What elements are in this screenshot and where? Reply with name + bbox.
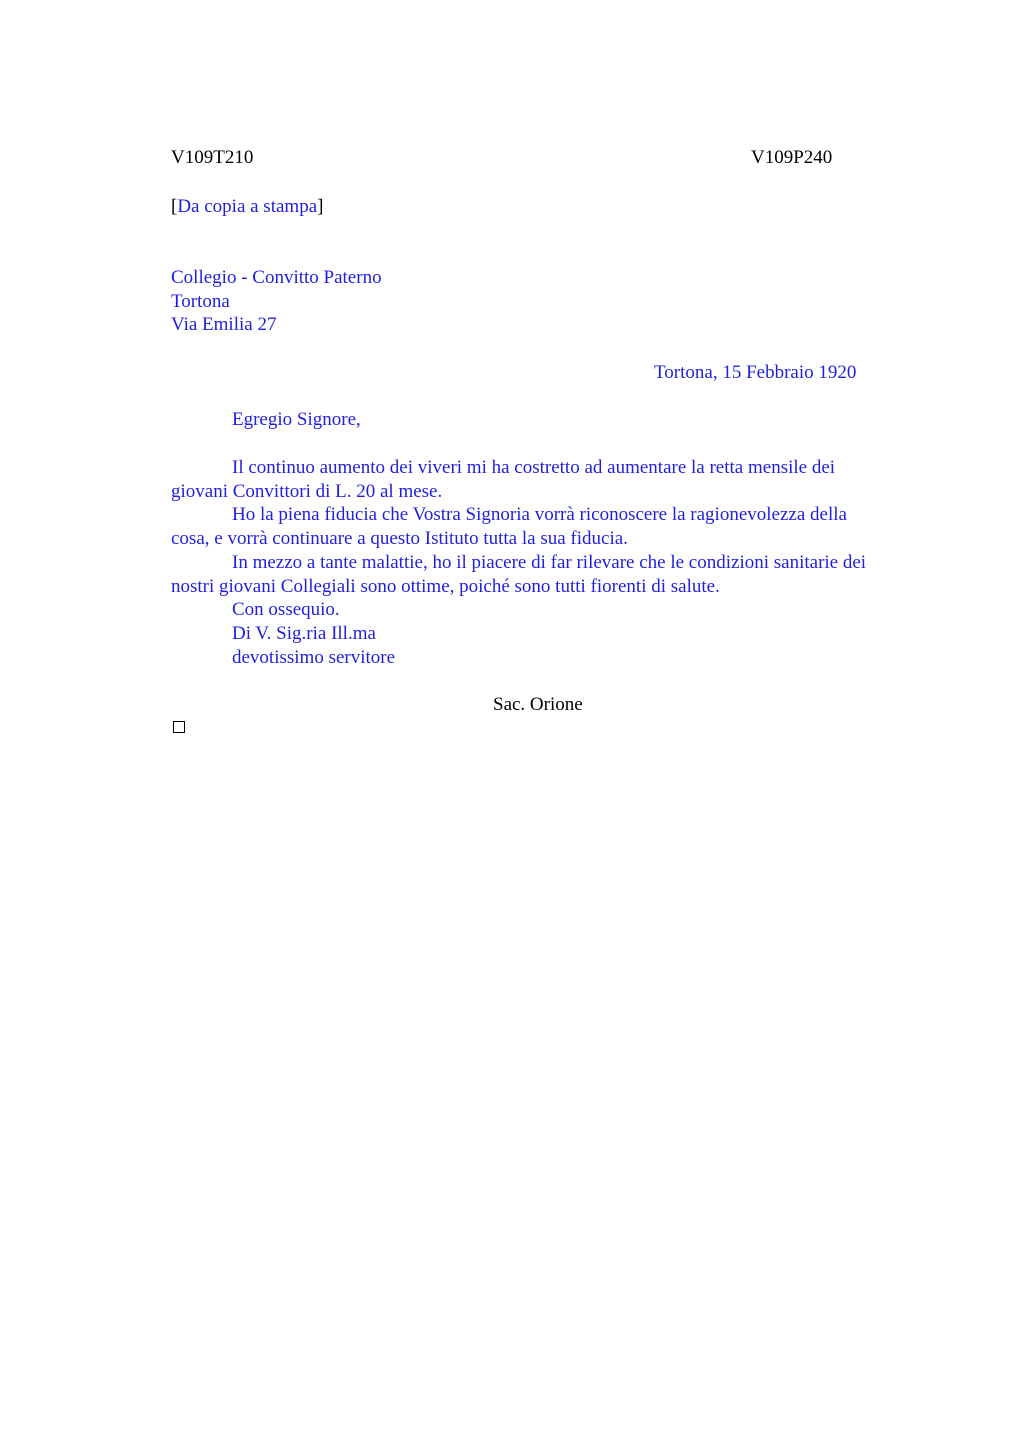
letterhead-institution: Collegio - Convitto Paterno (171, 267, 382, 288)
body-paragraph-3-line-1: In mezzo a tante malattie, ho il piacere di far rilevare che le condizioni sanitarie dei (232, 551, 867, 573)
letterhead-city: Tortona (171, 290, 230, 312)
letterhead-street: Via Emilia 27 (171, 314, 277, 336)
source-note (171, 195, 323, 219)
source-note-close-bracket: ] (317, 196, 324, 217)
date-line: Tortona, 15 Febbraio 1920 (654, 362, 857, 383)
signature: Sac. Orione (493, 694, 583, 715)
left-reference-code: V109T210 (171, 147, 254, 168)
closing-line-2: Di V. Sig.ria Ill.ma (232, 622, 376, 644)
right-reference-code: V109P240 (751, 147, 833, 168)
letter-body (171, 456, 931, 669)
source-note-text: Da copia a stampa (177, 196, 318, 217)
closing-line-1: Con ossequio. (232, 599, 340, 621)
body-paragraph-1-line-1: Il continuo aumento dei viveri mi ha costretto ad aumentare la retta mensile dei (232, 457, 836, 478)
source-note-open-bracket: [ (171, 196, 178, 217)
salutation: Egregio Signore, (232, 409, 361, 430)
closing-line-3: devotissimo servitore (232, 646, 396, 668)
body-paragraph-3-line-2: nostri giovani Collegiali sono ottime, poiché sono tutti fiorenti di salute. (171, 575, 720, 597)
body-paragraph-2-line-1: Ho la piena fiducia che Vostra Signoria vorrà riconoscere la ragionevolezza della (232, 504, 847, 526)
body-paragraph-1-line-2: giovani Convittori di L. 20 al mese. (171, 480, 443, 502)
checkbox-square-icon (173, 721, 185, 733)
letterhead (171, 266, 931, 337)
body-paragraph-2-line-2: cosa, e vorrà continuare a questo Istituto tutta la sua fiducia. (171, 528, 628, 550)
